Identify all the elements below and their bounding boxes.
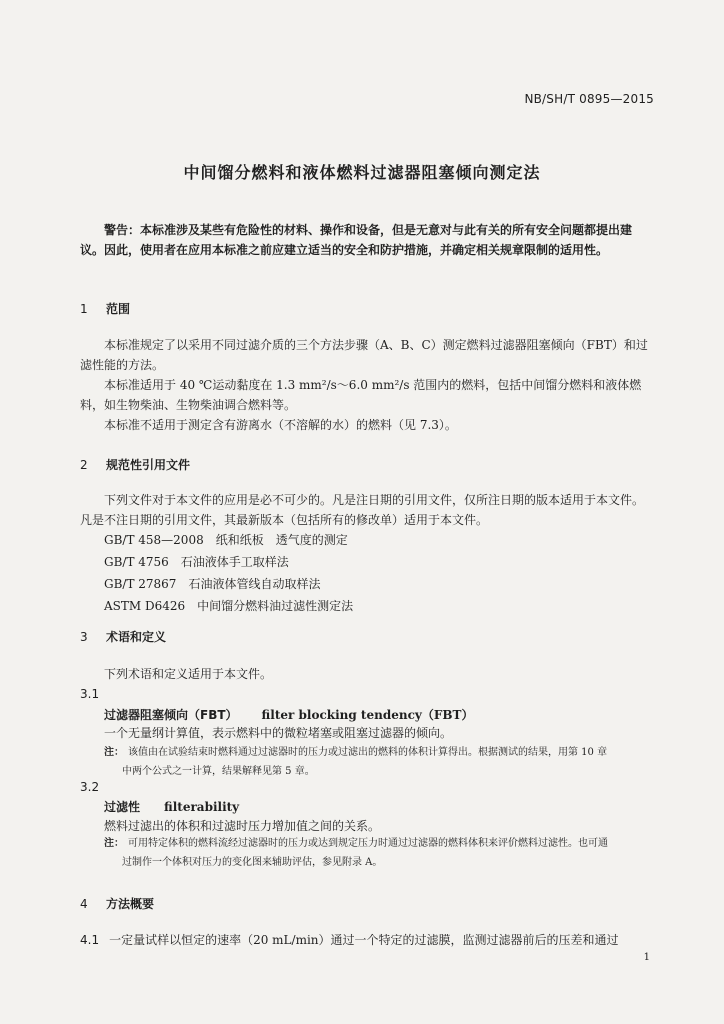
term-zh: 过滤性 bbox=[104, 800, 141, 814]
section-heading-terms bbox=[80, 628, 166, 645]
scope-paragraph-1: 本标准规定了以采用不同过滤介质的三个方法步骤（A、B、C）测定燃料过滤器阻塞倾向（FBT）和过滤性能的方法。 bbox=[80, 338, 648, 372]
standard-code: NB/SH/T 0895—2015 bbox=[524, 92, 654, 106]
page-number: 1 bbox=[643, 952, 650, 963]
clause-number: 4.1 bbox=[80, 933, 100, 947]
term-number: 3.2 bbox=[80, 780, 100, 794]
clause-text: 一定量试样以恒定的速率（20 mL/min）通过一个特定的过滤膜，监测过滤器前后的压差和通过 bbox=[109, 933, 619, 947]
section-title: 范围 bbox=[106, 302, 131, 316]
term-definition: 燃料过滤出的体积和过滤时压力增加值之间的关系。 bbox=[104, 819, 381, 833]
term-note bbox=[104, 743, 652, 781]
note-label: 注： bbox=[104, 838, 124, 849]
warning-paragraph bbox=[80, 220, 652, 260]
warning-label: 警告： bbox=[104, 223, 141, 237]
term-heading-fbt bbox=[104, 706, 473, 723]
section-number: 3 bbox=[80, 630, 88, 644]
warning-text: 本标准涉及某些有危险性的材料、操作和设备，但是无意对与此有关的所有安全问题都提出建议。因此，使用者在应用本标准之前应建立适当的安全和防护措施，并确定相关规章限制的适用性。 bbox=[80, 223, 633, 257]
scope-paragraph-2: 本标准适用于 40 ℃运动黏度在 1.3 mm²/s～6.0 mm²/s 范围内的燃料，包括中间馏分燃料和液体燃料，如生物柴油、生物柴油调合燃料等。 bbox=[80, 378, 642, 412]
section-number: 4 bbox=[80, 897, 88, 911]
reference-item: ASTM D6426 中间馏分燃料油过滤性测定法 bbox=[104, 599, 354, 613]
note-label: 注： bbox=[104, 747, 124, 758]
section-number: 1 bbox=[80, 302, 88, 316]
terms-intro-paragraph: 下列术语和定义适用于本文件。 bbox=[104, 667, 273, 681]
section-title: 规范性引用文件 bbox=[106, 458, 191, 472]
section-heading-normative-refs bbox=[80, 456, 190, 473]
section-number: 2 bbox=[80, 458, 88, 472]
note-line: 中两个公式之一计算，结果解释见第 5 章。 bbox=[122, 766, 315, 777]
reference-list bbox=[104, 529, 353, 617]
term-note bbox=[104, 834, 652, 872]
note-line: 可用特定体积的燃料流经过滤器时的压力或达到规定压力时通过过滤器的燃料体积来评价燃料过滤性。也可通 bbox=[128, 838, 608, 849]
reference-item: GB/T 458—2008 纸和纸板 透气度的测定 bbox=[104, 533, 348, 547]
note-line: 过制作一个体积对压力的变化图来辅助评估，参见附录 A。 bbox=[122, 857, 383, 868]
document-title: 中间馏分燃料和液体燃料过滤器阻塞倾向测定法 bbox=[183, 163, 541, 182]
term-en: filterability bbox=[164, 800, 240, 814]
normative-refs-paragraph: 下列文件对于本文件的应用是必不可少的。凡是注日期的引用文件，仅所注日期的版本适用于本文件。凡是不注日期的引用文件，其最新版本（包括所有的修改单）适用于本文件。 bbox=[80, 493, 645, 527]
section-heading-method-summary bbox=[80, 895, 154, 912]
reference-item: GB/T 27867 石油液体管线自动取样法 bbox=[104, 577, 321, 591]
section-heading-scope bbox=[80, 300, 130, 317]
term-number: 3.1 bbox=[80, 687, 100, 701]
note-line: 该值由在试验结束时燃料通过过滤器时的压力或过滤出的燃料的体积计算得出。根据测试的结果，用第 10 章 bbox=[128, 747, 608, 758]
reference-item: GB/T 4756 石油液体手工取样法 bbox=[104, 555, 289, 569]
section-title: 术语和定义 bbox=[106, 630, 167, 644]
section-title: 方法概要 bbox=[106, 897, 155, 911]
scope-paragraph-3: 本标准不适用于测定含有游离水（不溶解的水）的燃料（见 7.3）。 bbox=[104, 418, 457, 432]
method-summary-paragraph bbox=[80, 931, 652, 948]
term-en: filter blocking tendency（FBT） bbox=[261, 708, 474, 722]
term-zh: 过滤器阻塞倾向（FBT） bbox=[104, 708, 238, 722]
term-definition: 一个无量纲计算值，表示燃料中的微粒堵塞或阻塞过滤器的倾向。 bbox=[104, 726, 453, 740]
term-heading-filterability bbox=[104, 798, 239, 815]
